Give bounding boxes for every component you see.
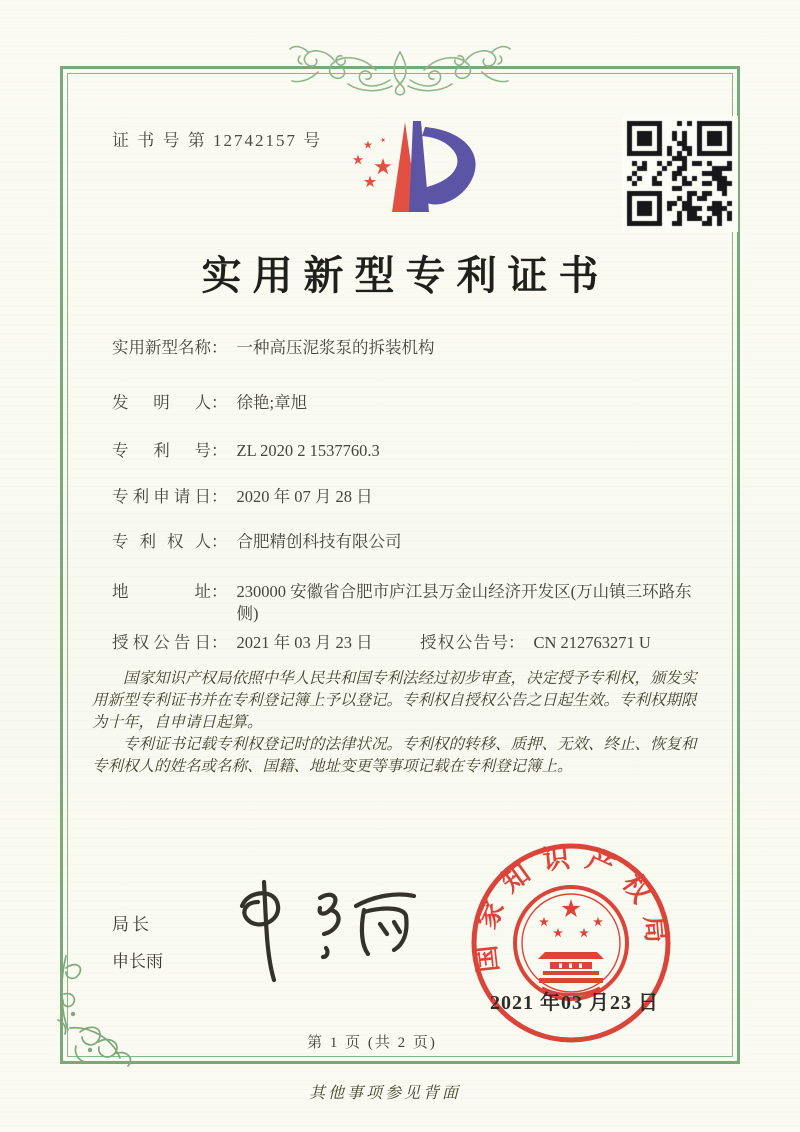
field-label: 实用新型名称 bbox=[112, 338, 211, 357]
dragon-flourish-ornament bbox=[278, 32, 522, 98]
field-label: 授权公告日 bbox=[112, 633, 211, 652]
seal-date: 2021 年03 月23 日 bbox=[490, 992, 659, 1014]
field-label: 地址 bbox=[112, 582, 211, 601]
certificate-title: 实用新型专利证书 bbox=[201, 253, 610, 298]
legal-paragraph: 专利证书记载专利权登记时的法律状况。专利权的转移、质押、无效、终止、恢复和专利权人的姓名或名称、国籍、地址变更等事项记载在专利登记簿上。 bbox=[92, 736, 697, 775]
field-value: 230000 安徽省合肥市庐江县万金山经济开发区(万山镇三环路东侧) bbox=[236, 582, 692, 623]
qr-code bbox=[622, 116, 738, 232]
grant-no-pair: 授权公告号 ： CN 212763271 U bbox=[420, 633, 651, 652]
grant-no-value: CN 212763271 U bbox=[533, 633, 651, 652]
back-side-note: 其他事项参见背面 bbox=[308, 1085, 461, 1102]
field-row-inventor: 发明人 ： 徐艳;章旭 bbox=[112, 392, 702, 414]
seal-ring-text: 国家知识产权局 bbox=[469, 841, 673, 974]
cnipa-official-red-seal bbox=[466, 838, 676, 1048]
field-value: ZL 2020 2 1537760.3 bbox=[236, 441, 380, 460]
field-label: 专利权人 bbox=[112, 532, 211, 551]
field-row-patent-no: 专利号 ： ZL 2020 2 1537760.3 bbox=[112, 440, 702, 462]
field-value: 一种高压泥浆泵的拆装机构 bbox=[236, 338, 435, 357]
field-value: 合肥精创科技有限公司 bbox=[236, 532, 402, 551]
field-label: 授权公告号 bbox=[420, 633, 508, 652]
cnipa-patent-logo bbox=[330, 108, 510, 240]
handwritten-signature bbox=[228, 872, 428, 997]
field-value: 2020 年 07 月 28 日 bbox=[236, 487, 373, 506]
certificate-number: 证 书 号 第 12742157 号 bbox=[112, 131, 323, 150]
field-label: 发明人 bbox=[112, 393, 211, 412]
field-row-patentee: 专利权人 ： 合肥精创科技有限公司 bbox=[112, 531, 702, 553]
certificate-fields bbox=[112, 337, 702, 654]
field-row-grant: 授权公告日 ： 2021 年 03 月 23 日 授权公告号 ： CN 212763271 U bbox=[112, 633, 651, 652]
page-number: 第 1 页 (共 2 页) bbox=[307, 1035, 437, 1051]
grant-date-value: 2021 年 03 月 23 日 bbox=[236, 633, 373, 652]
field-row-name: 实用新型名称 ： 一种高压泥浆泵的拆装机构 bbox=[112, 337, 702, 359]
field-value: 徐艳;章旭 bbox=[236, 393, 308, 412]
signer-block bbox=[112, 906, 163, 980]
national-emblem bbox=[515, 887, 627, 999]
legal-paragraph: 国家知识产权局依照中华人民共和国专利法经过初步审查，决定授予专利权，颁发实用新型专利证书并在专利登记簿上予以登记。专利权自授权公告之日起生效。专利权期限为十年，自申请日起算。 bbox=[92, 670, 697, 731]
field-row-filing-date: 专利申请日 ： 2020 年 07 月 28 日 bbox=[112, 486, 702, 508]
signer-title: 局长 bbox=[112, 915, 152, 934]
field-label: 专利申请日 bbox=[112, 487, 211, 506]
field-label: 专利号 bbox=[112, 441, 211, 460]
signer-name: 申长雨 bbox=[112, 952, 163, 971]
field-row-address: 地址 ： 230000 安徽省合肥市庐江县万金山经济开发区(万山镇三环路东侧) bbox=[112, 581, 702, 625]
legal-text bbox=[92, 668, 708, 778]
